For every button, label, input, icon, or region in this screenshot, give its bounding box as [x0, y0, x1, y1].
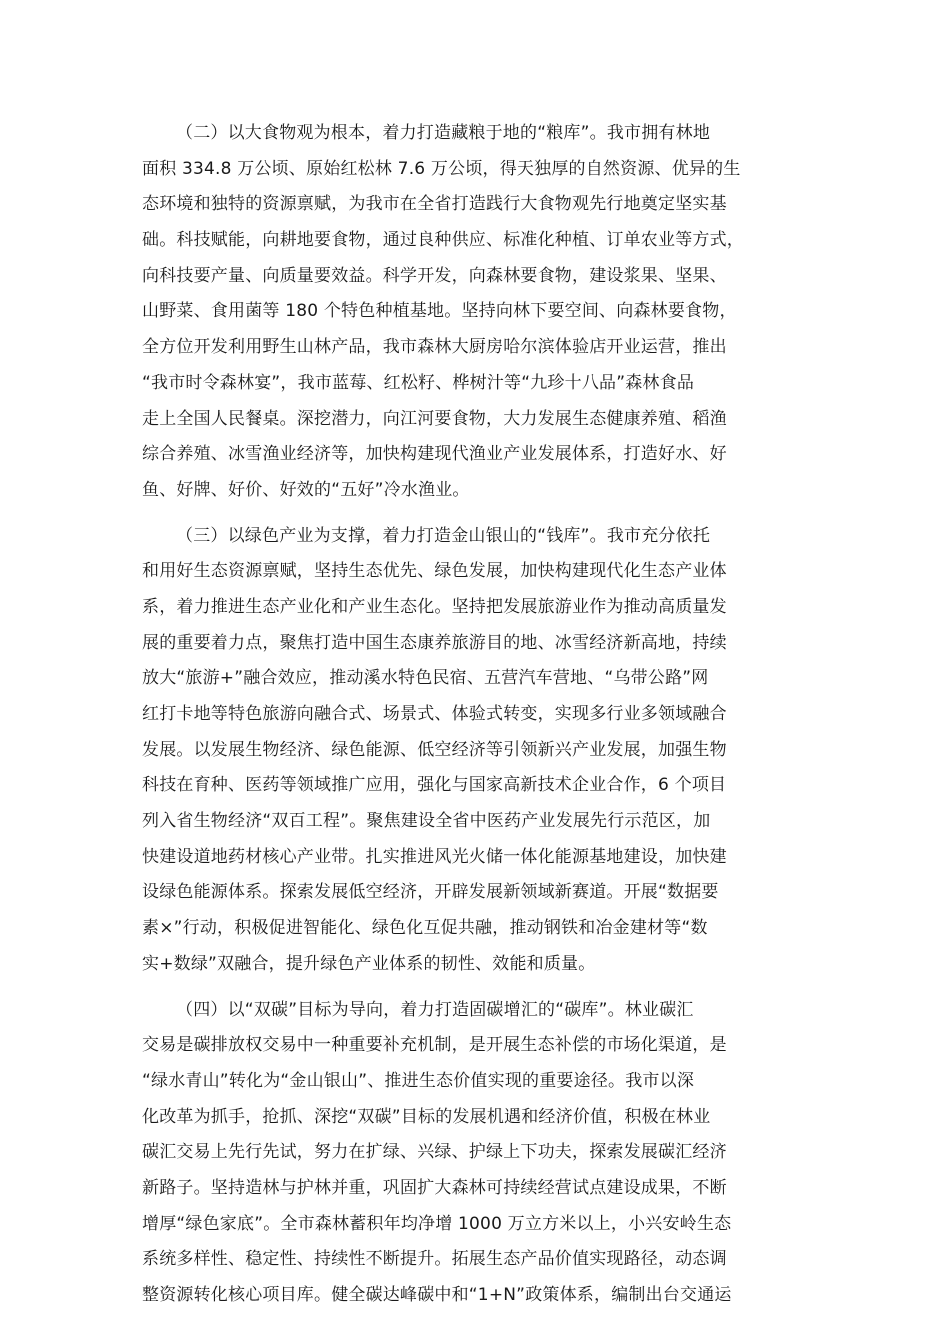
text-line: 化改革为抓手，抢抓、深挖“双碳”目标的发展机遇和经济价值，积极在林业	[142, 1106, 711, 1127]
text-line: 增厚“绿色家底”。全市森林蓄积年均净增 1000 万立方米以上，小兴安岭生态	[142, 1213, 732, 1234]
text-line: 碳汇交易上先行先试，努力在扩绿、兴绿、护绿上下功夫，探索发展碳汇经济	[142, 1142, 727, 1163]
text-line: 态环境和独特的资源禀赋，为我市在全省打造践行大食物观先行地奠定坚实基	[142, 194, 727, 215]
text-line: 设绿色能源体系。探索发展低空经济，开辟发展新领域新赛道。开展“数据要	[142, 882, 719, 903]
text-line: 向科技要产量、向质量要效益。科学开发，向森林要食物，建设浆果、坚果、	[142, 265, 727, 286]
text-line: 全方位开发利用野生山林产品，我市森林大厨房哈尔滨体验店开业运营，推出	[142, 337, 727, 358]
text-line: （二）以大食物观为根本，着力打造藏粮于地的“粮库”。我市拥有林地	[176, 123, 711, 143]
text-line: 发展。以发展生物经济、绿色能源、低空经济等引领新兴产业发展，加强生物	[142, 739, 727, 760]
paragraph-food-reserve	[142, 116, 820, 509]
text-line: 走上全国人民餐桌。深挖潜力，向江河要食物，大力发展生态健康养殖、稻渔	[142, 408, 727, 429]
paragraph-carbon-reserve	[142, 993, 820, 1314]
text-line: “我市时令森林宴”，我市蓝莓、红松籽、桦树汁等“九珍十八品”森林食品	[142, 372, 695, 393]
text-line: 山野菜、食用菌等 180 个特色种植基地。坚持向林下要空间、向森林要食物，	[142, 301, 737, 322]
text-line: 整资源转化核心项目库。健全碳达峰碳中和“1+N”政策体系，编制出台交通运	[142, 1285, 732, 1305]
text-line: 列入省生物经济“双百工程”。聚焦建设全省中医药产业发展先行示范区，加	[142, 811, 711, 832]
text-line: 快建设道地药材核心产业带。扎实推进风光火储一体化能源基地建设，加快建	[142, 846, 727, 867]
text-line: 鱼、好牌、好价、好效的“五好”冷水渔业。	[142, 479, 470, 500]
text-line: 实+数绿”双融合，提升绿色产业体系的韧性、效能和质量。	[142, 953, 596, 974]
text-line: （四）以“双碳”目标为导向，着力打造固碳增汇的“碳库”。林业碳汇	[176, 999, 694, 1020]
text-line: 系，着力推进生态产业化和产业生态化。坚持把发展旅游业作为推动高质量发	[142, 596, 727, 617]
paragraph-money-reserve	[142, 519, 820, 983]
text-line: 红打卡地等特色旅游向融合式、场景式、体验式转变，实现多行业多领域融合	[142, 704, 727, 724]
text-line: 科技在育种、医药等领域推广应用，强化与国家高新技术企业合作，6 个项目	[142, 775, 727, 796]
text-line: 础。科技赋能，向耕地要食物，通过良种供应、标准化种植、订单农业等方式，	[142, 230, 744, 251]
text-line: 交易是碳排放权交易中一种重要补充机制，是开展生态补偿的市场化渠道，是	[142, 1035, 727, 1056]
text-line: 和用好生态资源禀赋，坚持生态优先、绿色发展，加快构建现代化生态产业体	[142, 561, 727, 582]
text-line: 素×”行动，积极促进智能化、绿色化互促共融，推动钢铁和冶金建材等“数	[142, 918, 708, 939]
document-body	[142, 116, 820, 1324]
text-line: 新路子。坚持造林与护林并重，巩固扩大森林可持续经营试点建设成果，不断	[142, 1177, 727, 1198]
text-line: 综合养殖、冰雪渔业经济等，加快构建现代渔业产业发展体系，打造好水、好	[142, 444, 727, 465]
text-line: 系统多样性、稳定性、持续性不断提升。拓展生态产品价值实现路径，动态调	[142, 1249, 727, 1270]
text-line: 面积 334.8 万公顷、原始红松林 7.6 万公顷，得天独厚的自然资源、优异的生	[142, 158, 741, 179]
text-line: “绿水青山”转化为“金山银山”、推进生态价值实现的重要途径。我市以深	[142, 1070, 695, 1091]
text-line: 展的重要着力点，聚焦打造中国生态康养旅游目的地、冰雪经济新高地，持续	[142, 632, 727, 653]
text-line: （三）以绿色产业为支撑，着力打造金山银山的“钱库”。我市充分依托	[176, 525, 711, 546]
text-line: 放大“旅游+”融合效应，推动溪水特色民宿、五营汽车营地、“乌带公路”网	[142, 668, 709, 689]
